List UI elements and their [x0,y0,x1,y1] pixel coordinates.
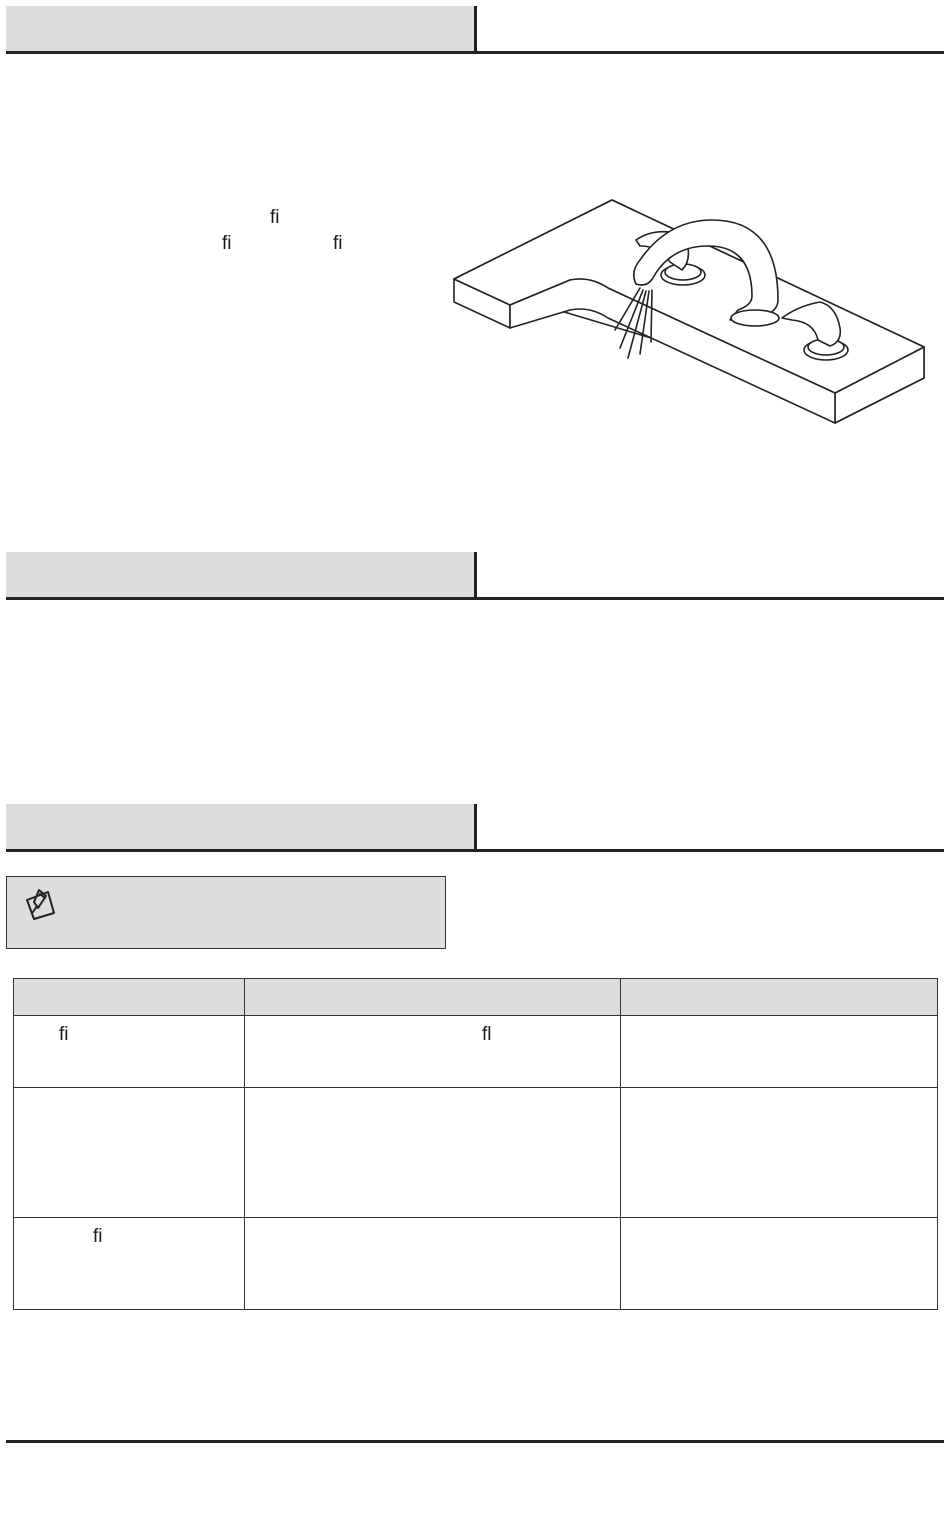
table-cell [621,1218,938,1310]
section-text-glyph: fi [333,233,343,254]
table-row [14,1016,938,1088]
section-rule [6,849,944,852]
table-row [14,1218,938,1310]
table-cell [245,1016,621,1088]
table-header-row [14,979,938,1016]
table-header-cell [245,979,621,1016]
section-header-3 [6,804,944,852]
table-cell [245,1088,621,1218]
section-header-tab [6,6,477,51]
section-header-tab [6,552,477,597]
table-cell [621,1016,938,1088]
footer-rule [6,1440,944,1443]
table-cell [621,1088,938,1218]
table-cell [14,1218,245,1310]
table-header-cell [621,979,938,1016]
cell-text: fi [93,1226,103,1247]
table-cell [14,1016,245,1088]
note-box [6,876,446,949]
pushpin-note-icon [24,886,60,922]
cell-text: fl [482,1024,492,1045]
table-row [14,1088,938,1218]
table-cell [245,1218,621,1310]
section-header-2 [6,552,944,600]
section-header-1 [6,6,944,54]
section-header-tab [6,804,477,849]
table-cell [14,1088,245,1218]
table-header-cell [14,979,245,1016]
section-rule [6,597,944,600]
section-text-glyph: fi [270,207,280,228]
faucet-illustration [440,190,940,435]
section-text-glyph: fi [222,233,232,254]
section-rule [6,51,944,54]
cell-text: fi [59,1024,69,1045]
troubleshooting-table [13,978,938,1310]
